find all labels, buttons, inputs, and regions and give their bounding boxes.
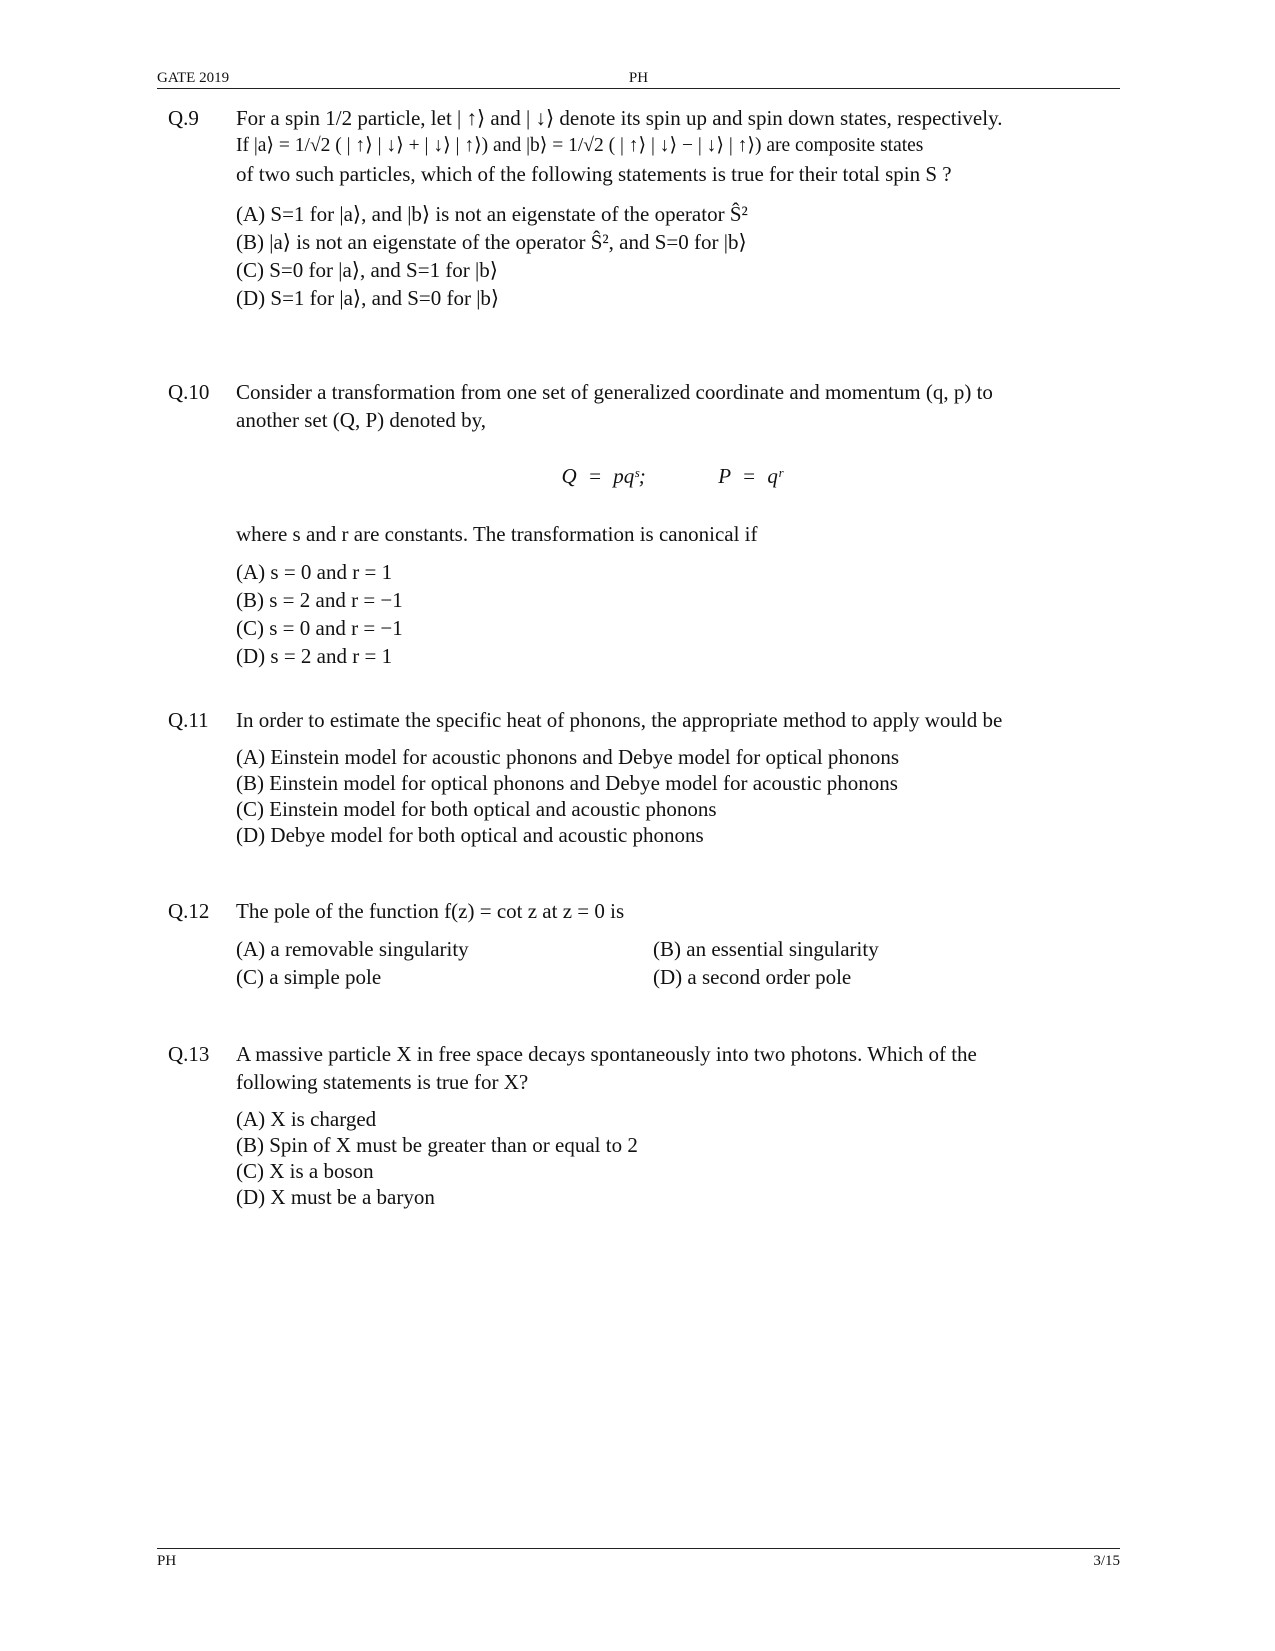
option-a[interactable]: (A) a removable singularity — [236, 937, 469, 961]
transformation-equation — [236, 462, 1108, 490]
question-number: Q.11 — [168, 708, 209, 732]
stem-line: If |a⟩ = 1/√2 ( | ↑⟩ | ↓⟩ + | ↓⟩ | ↑⟩) and |b⟩ = 1/√2 ( | ↑⟩ | ↓⟩ − | ↓⟩ | ↑⟩) are composite states — [236, 135, 924, 156]
question-number: Q.9 — [168, 106, 199, 130]
option-d[interactable]: (D) X must be a baryon — [236, 1185, 435, 1209]
option-c[interactable]: (C) Einstein model for both optical and acoustic phonons — [236, 797, 717, 821]
question-stem — [236, 897, 1108, 925]
page-header — [157, 70, 1120, 89]
option-b[interactable]: (B) |a⟩ is not an eigenstate of the operator Ŝ², and S=0 for |b⟩ — [236, 230, 747, 254]
question-stem — [236, 378, 1108, 434]
options-list — [236, 200, 1108, 312]
question-number: Q.13 — [168, 1042, 210, 1066]
equation-p: P = qʳ — [718, 464, 783, 488]
option-d[interactable]: (D) S=1 for |a⟩, and S=0 for |b⟩ — [236, 286, 500, 310]
option-b[interactable]: (B) s = 2 and r = −1 — [236, 588, 403, 612]
question-number: Q.10 — [168, 380, 210, 404]
options-list — [236, 1106, 1108, 1210]
option-d[interactable]: (D) Debye model for both optical and acoustic phonons — [236, 823, 704, 847]
stem-line: A massive particle X in free space decays spontaneously into two photons. Which of the — [236, 1042, 977, 1066]
footer-paper-code: PH — [157, 1553, 177, 1569]
question-stem — [236, 104, 1108, 188]
stem-line: of two such particles, which of the following statements is true for their total spin S ? — [236, 162, 952, 186]
question-stem — [236, 1040, 1108, 1096]
option-b[interactable]: (B) Spin of X must be greater than or equal to 2 — [236, 1133, 638, 1157]
stem-line: In order to estimate the specific heat of phonons, the appropriate method to apply would be — [236, 708, 1003, 732]
equation-q: Q = pqˢ; — [561, 464, 646, 488]
option-a[interactable]: (A) Einstein model for acoustic phonons and Debye model for optical phonons — [236, 745, 900, 769]
option-a[interactable]: (A) S=1 for |a⟩, and |b⟩ is not an eigenstate of the operator Ŝ² — [236, 202, 748, 226]
options-list — [236, 558, 1108, 670]
header-paper-code: PH — [628, 70, 649, 86]
option-c[interactable]: (C) X is a boson — [236, 1159, 374, 1183]
stem-line: Consider a transformation from one set of generalized coordinate and momentum (q, p) to — [236, 380, 993, 404]
stem-line: following statements is true for X? — [236, 1070, 529, 1094]
stem-line: The pole of the function f(z) = cot z at z = 0 is — [236, 899, 625, 923]
option-c[interactable]: (C) s = 0 and r = −1 — [236, 616, 403, 640]
option-a[interactable]: (A) s = 0 and r = 1 — [236, 560, 393, 584]
question-number: Q.12 — [168, 899, 210, 923]
option-d[interactable]: (D) a second order pole — [653, 965, 852, 989]
header-exam-title: GATE 2019 — [157, 70, 230, 86]
option-d[interactable]: (D) s = 2 and r = 1 — [236, 644, 393, 668]
page-footer — [157, 1553, 1120, 1571]
page-number: 3/15 — [1093, 1553, 1120, 1569]
question-stem — [236, 706, 1108, 734]
option-b[interactable]: (B) an essential singularity — [653, 937, 879, 961]
options-grid — [236, 935, 1108, 991]
stem-line: another set (Q, P) denoted by, — [236, 408, 486, 432]
option-b[interactable]: (B) Einstein model for optical phonons and Debye model for acoustic phonons — [236, 771, 898, 795]
option-c[interactable]: (C) a simple pole — [236, 965, 382, 989]
stem-continuation: where s and r are constants. The transformation is canonical if — [236, 522, 758, 546]
stem-line: For a spin 1/2 particle, let | ↑⟩ and | ↓⟩ denote its spin up and spin down states, respectively. — [236, 106, 1003, 130]
option-a[interactable]: (A) X is charged — [236, 1107, 377, 1131]
footer-rule — [157, 1548, 1120, 1549]
options-list — [236, 744, 1108, 848]
option-c[interactable]: (C) S=0 for |a⟩, and S=1 for |b⟩ — [236, 258, 498, 282]
